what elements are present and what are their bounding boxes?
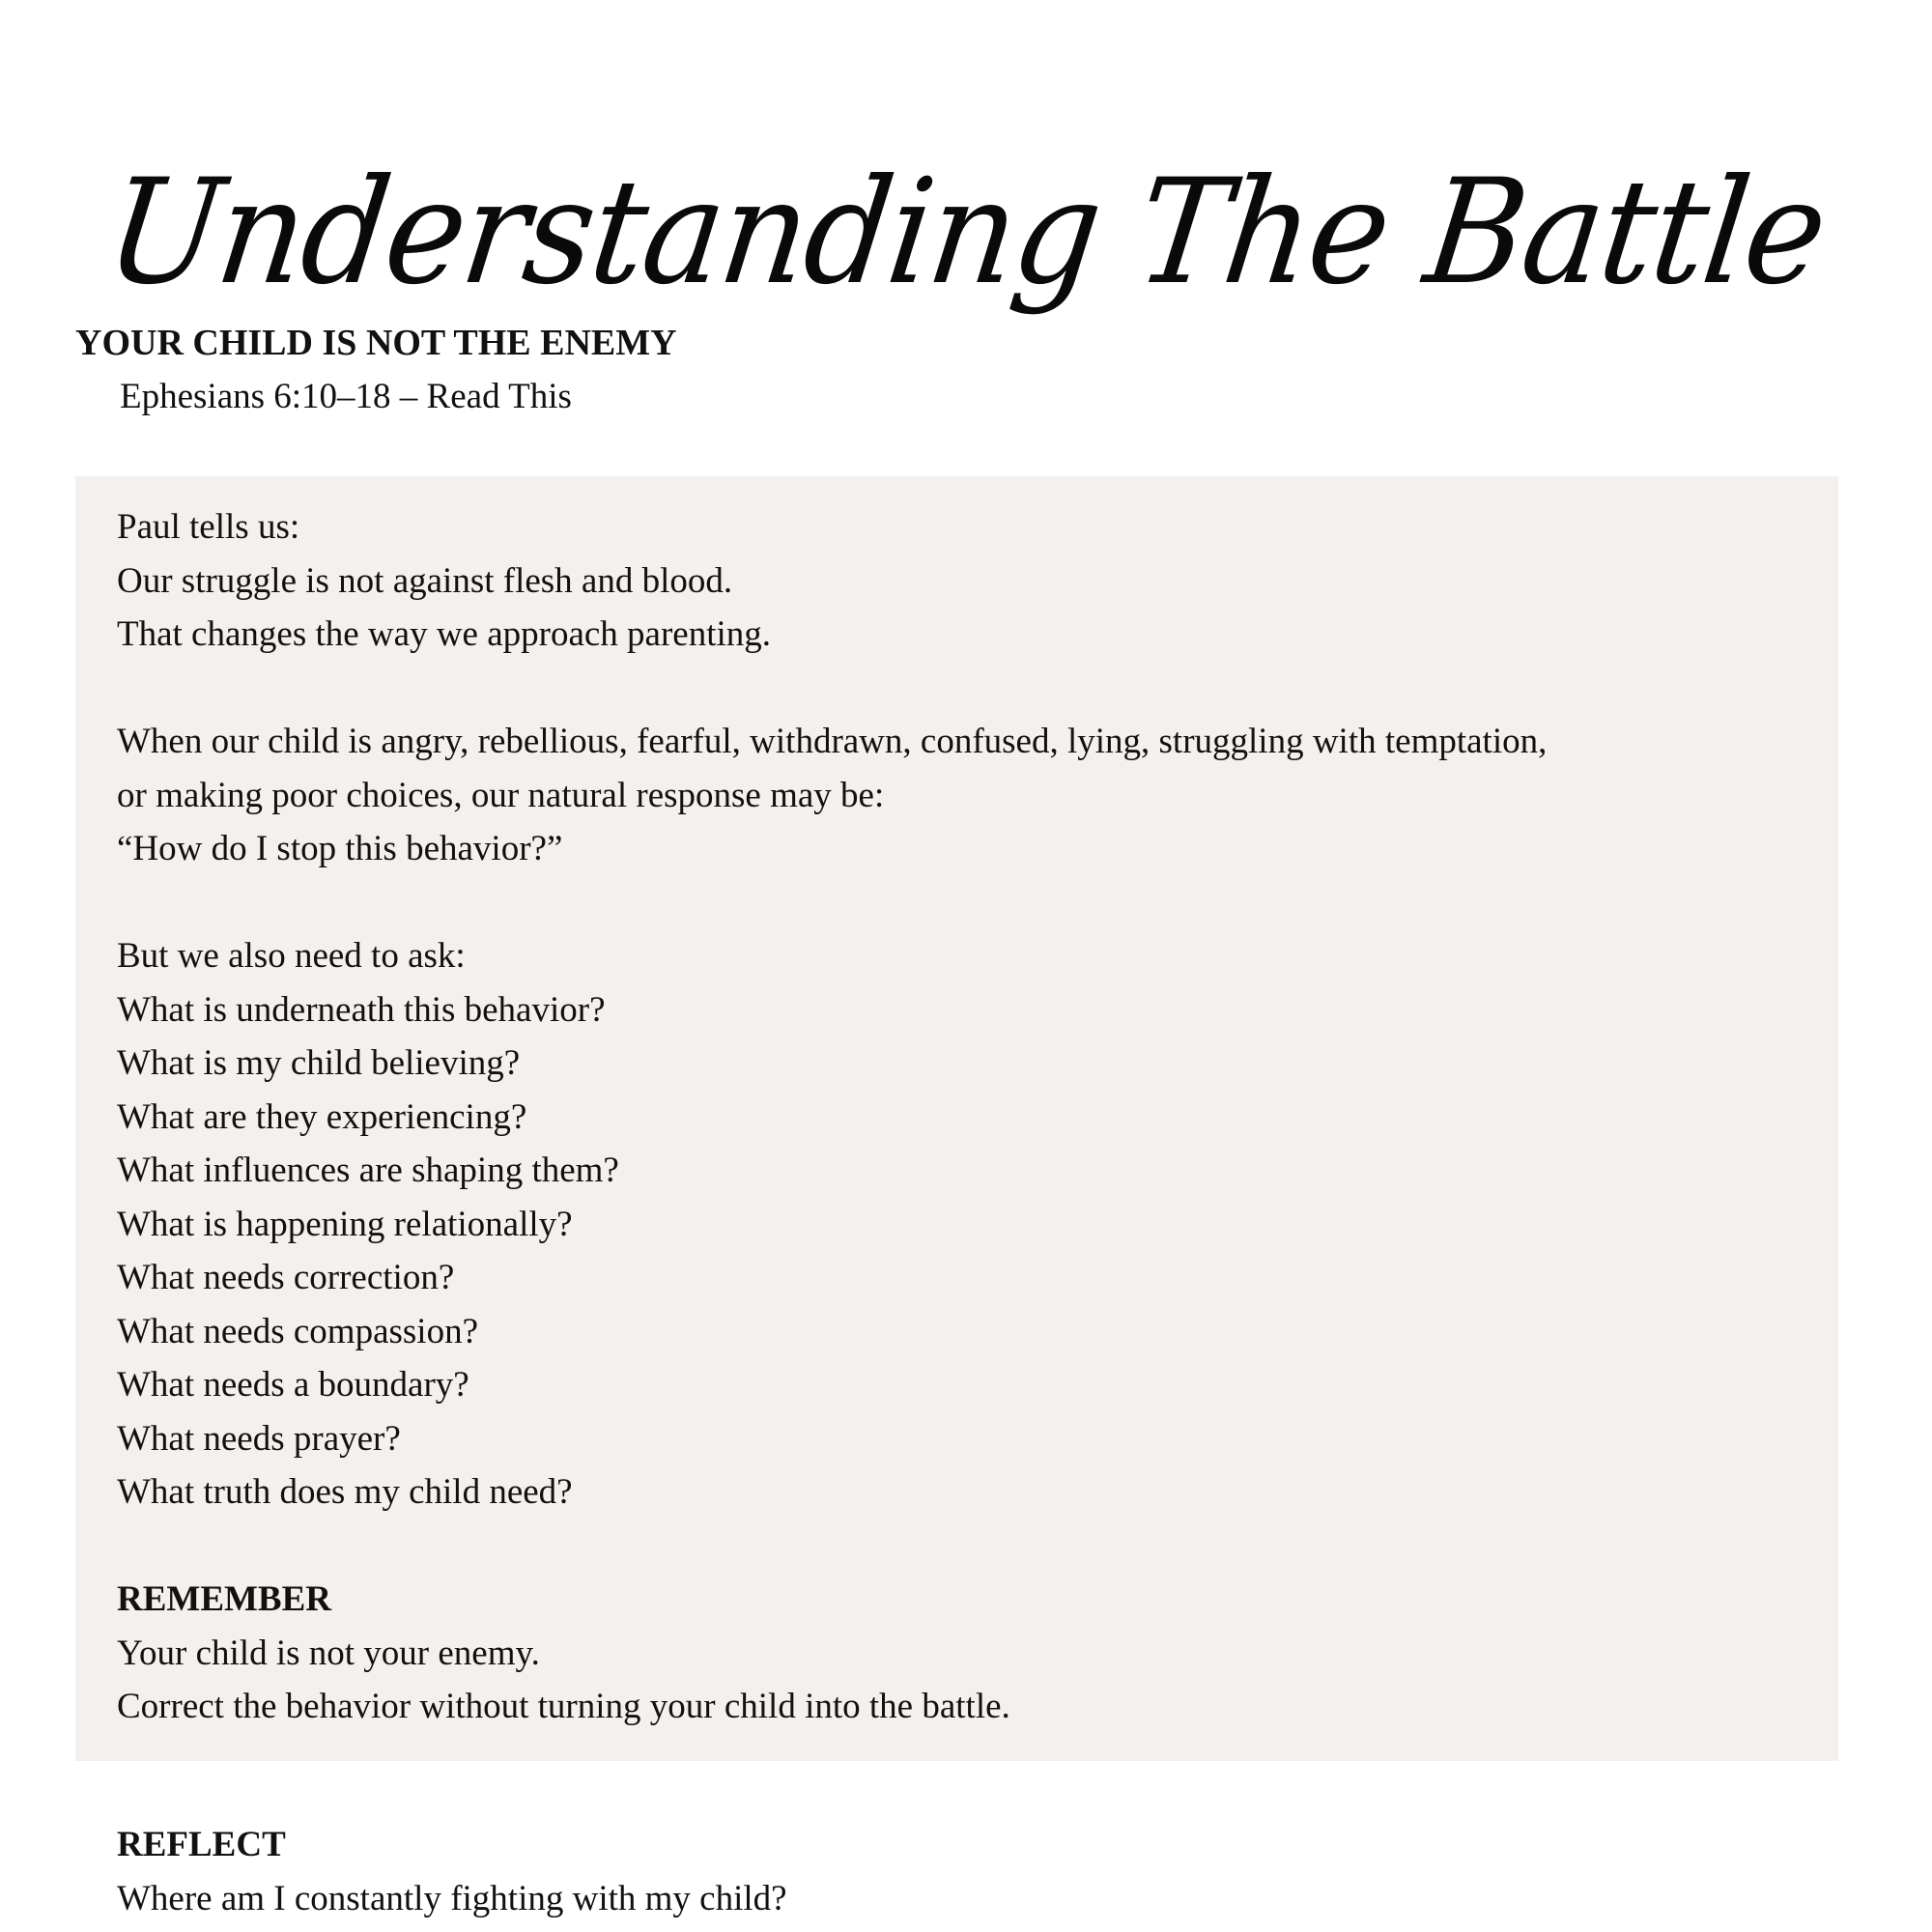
question-item: What are they experiencing? <box>117 1096 527 1137</box>
reflect-section <box>117 1818 787 1925</box>
question-item: What is happening relationally? <box>117 1204 573 1244</box>
question-item: What needs compassion? <box>117 1311 478 1351</box>
question-item: What truth does my child need? <box>117 1472 573 1512</box>
paragraph-gap <box>117 662 1547 716</box>
panel-text-line: That changes the way we approach parenting. <box>117 614 772 654</box>
question-item: What needs a boundary? <box>117 1365 469 1405</box>
remember-line: Correct the behavior without turning your child into the battle. <box>117 1687 1010 1726</box>
panel-text-line: “How do I stop this behavior?” <box>117 829 563 868</box>
question-item: What is my child believing? <box>117 1043 521 1083</box>
scripture-reference: Ephesians 6:10–18 – Read This <box>120 377 572 416</box>
remember-heading: REMEMBER <box>117 1579 331 1619</box>
panel-text-line: When our child is angry, rebellious, fearful, withdrawn, confused, lying, struggling with temptation, <box>117 722 1548 761</box>
paragraph-gap <box>117 876 1547 930</box>
content-panel <box>75 476 1838 1761</box>
reflect-line: Where am I constantly fighting with my child? <box>117 1878 787 1918</box>
reflect-heading: REFLECT <box>117 1825 286 1864</box>
panel-text-line: or making poor choices, our natural response may be: <box>117 775 885 815</box>
question-item: What influences are shaping them? <box>117 1151 619 1190</box>
panel-body <box>117 500 1547 1734</box>
panel-text-line: Paul tells us: <box>117 507 300 547</box>
questions-intro: But we also need to ask: <box>117 936 466 976</box>
question-item: What needs prayer? <box>117 1418 401 1459</box>
section-heading: YOUR CHILD IS NOT THE ENEMY <box>75 323 677 363</box>
panel-text-line: Our struggle is not against flesh and blood. <box>117 560 733 601</box>
page-title: Understanding The Battle <box>98 148 1834 317</box>
question-item: What is underneath this behavior? <box>117 989 606 1030</box>
remember-line: Your child is not your enemy. <box>117 1633 540 1673</box>
question-item: What needs correction? <box>117 1258 455 1297</box>
paragraph-gap <box>117 1520 1547 1574</box>
